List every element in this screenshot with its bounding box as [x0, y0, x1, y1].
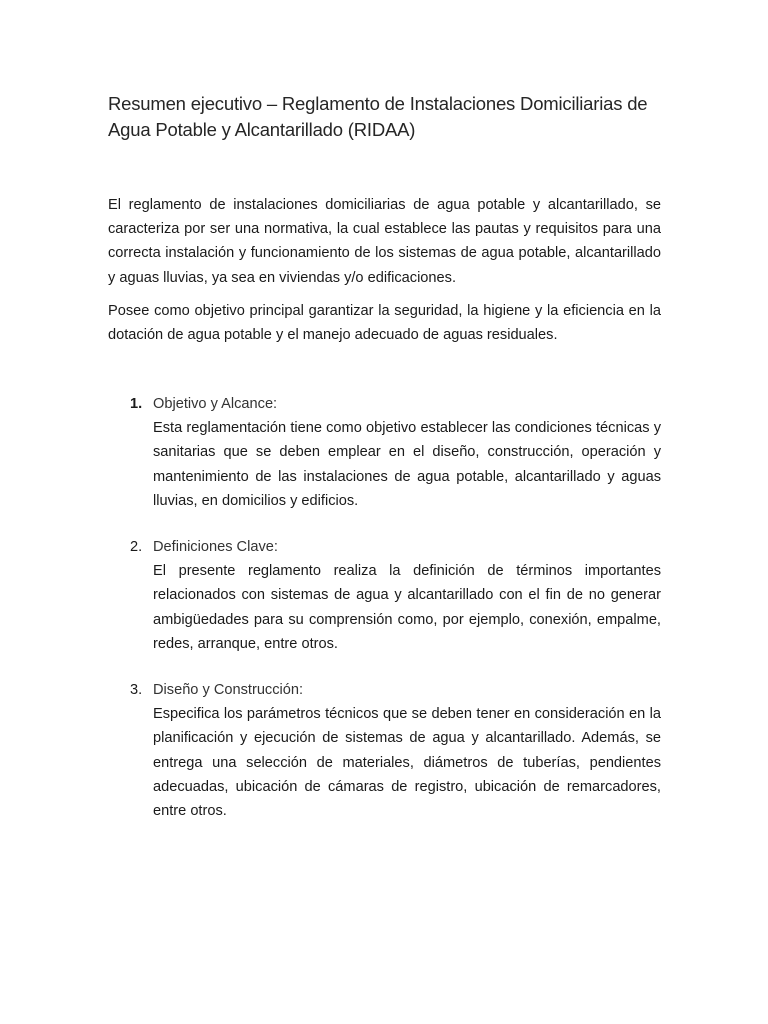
list-item-heading: Objetivo y Alcance: [153, 396, 278, 412]
list-item-objetivo [130, 392, 661, 513]
list-item-body: El presente reglamento realiza la definición de términos importantes relacionados con sistemas de agua y alcantarillado con el fin de no generar ambigüedades para su comprensión como, por ejemplo, conexión, empalme, redes, arranque, entre otros. [153, 563, 661, 652]
intro-paragraph: El reglamento de instalaciones domiciliarias de agua potable y alcantarillado, se caracteriza por ser una normativa, la cual establece las pautas y requisitos para una correcta instalación y funcionamiento de los sistemas de agua potable, alcantarillado y aguas lluvias, ya sea en viviendas y/o edificaciones. [108, 197, 661, 286]
document-title: Resumen ejecutivo – Reglamento de Instalaciones Domiciliarias de Agua Potable y Alcantarillado (RIDAA) [108, 93, 648, 140]
list-item-definiciones [130, 535, 661, 656]
list-item-heading: Definiciones Clave: [153, 539, 278, 555]
list-item-diseno [130, 678, 661, 823]
list-item-number: 1. [130, 396, 143, 412]
list-item-heading: Diseño y Construcción: [153, 682, 304, 698]
list-item-number: 3. [130, 682, 143, 698]
list-item-body: Especifica los parámetros técnicos que se deben tener en consideración en la planificación y ejecución de sistemas de agua y alcantarillado. Además, se entrega una selección de materiales, diámetros de tuberías, pendientes adecuadas, ubicación de cámaras de registro, ubicación de remarcadores, entre otros. [153, 706, 661, 820]
objective-paragraph: Posee como objetivo principal garantizar la seguridad, la higiene y la eficiencia en la dotación de agua potable y el manejo adecuado de aguas residuales. [108, 303, 661, 344]
list-item-body: Esta reglamentación tiene como objetivo establecer las condiciones técnicas y sanitarias que se deben emplear en el diseño, construcción, operación y mantenimiento de las instalaciones de agua potable, alcantarillado y aguas lluvias, en domicilios y edificios. [153, 420, 661, 509]
list-item-number: 2. [130, 539, 143, 555]
